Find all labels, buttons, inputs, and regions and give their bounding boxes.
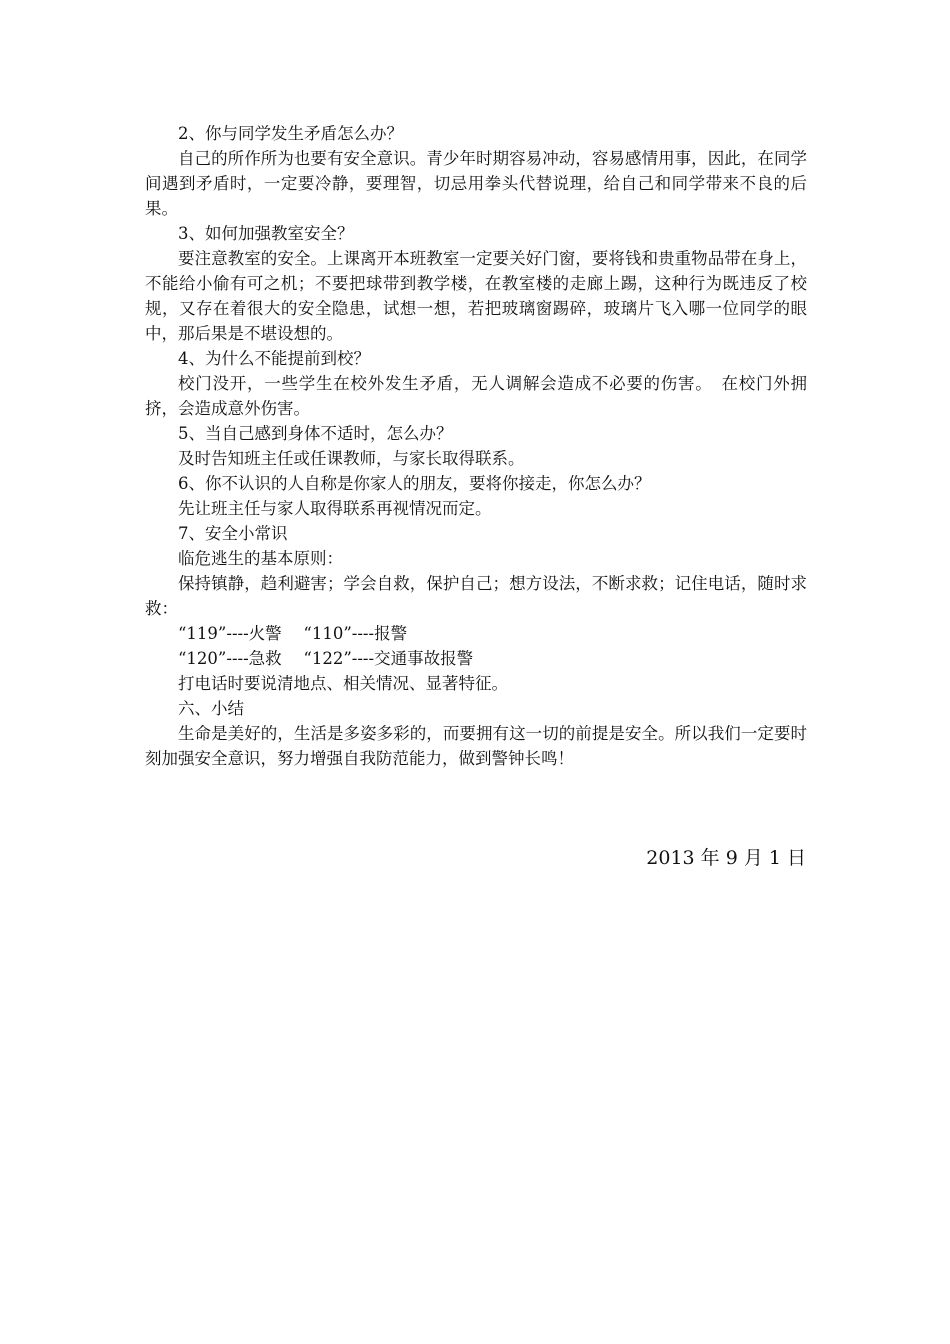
question-4-heading: 4、为什么不能提前到校？ bbox=[178, 349, 370, 368]
question-4-answer: 校门没开，一些学生在校外发生矛盾，无人调解会造成不必要的伤害。 在校门外拥挤，会造成意外伤害。 bbox=[145, 374, 807, 418]
question-3-heading: 3、如何加强教室安全？ bbox=[178, 224, 354, 243]
question-6-heading: 6、你不认识的人自称是你家人的朋友，要将你接走，你怎么办？ bbox=[178, 474, 651, 493]
question-2-heading: 2、你与同学发生矛盾怎么办？ bbox=[178, 124, 403, 143]
document-body bbox=[145, 121, 807, 771]
question-5-answer: 及时告知班主任或任课教师，与家长取得联系。 bbox=[178, 449, 525, 468]
emergency-numbers-line-1: “119”----火警 “110”----报警 bbox=[178, 624, 408, 643]
question-3-answer: 要注意教室的安全。上课离开本班教室一定要关好门窗，要将钱和贵重物品带在身上，不能给小偷有可之机；不要把球带到教学楼，在教室楼的走廊上踢，这种行为既违反了校规，又存在着很大的安全隐患，试想一想，若把玻璃窗踢碎，玻璃片飞入哪一位同学的眼中，那后果是不堪设想的。 bbox=[145, 249, 807, 343]
escape-principles-text: 保持镇静，趋利避害；学会自救，保护自己；想方设法，不断求救；记住电话，随时求救： bbox=[145, 574, 807, 618]
question-2-answer: 自己的所作所为也要有安全意识。青少年时期容易冲动，容易感情用事，因此，在同学间遇到矛盾时，一定要冷静，要理智，切忌用拳头代替说理，给自己和同学带来不良的后果。 bbox=[145, 149, 807, 218]
summary-text: 生命是美好的，生活是多姿多彩的，而要拥有这一切的前提是安全。所以我们一定要时刻加强安全意识，努力增强自我防范能力，做到警钟长鸣！ bbox=[145, 724, 807, 768]
escape-principles-heading: 临危逃生的基本原则： bbox=[178, 549, 343, 568]
summary-heading: 六、小结 bbox=[178, 699, 244, 718]
question-5-heading: 5、当自己感到身体不适时，怎么办？ bbox=[178, 424, 453, 443]
safety-tips-heading: 7、安全小常识 bbox=[178, 524, 288, 543]
document-date: 2013 年 9 月 1 日 bbox=[646, 847, 806, 869]
phone-call-tip: 打电话时要说清地点、相关情况、显著特征。 bbox=[178, 674, 508, 693]
question-6-answer: 先让班主任与家人取得联系再视情况而定。 bbox=[178, 499, 492, 518]
emergency-numbers-line-2: “120”----急救 “122”----交通事故报警 bbox=[178, 649, 474, 668]
